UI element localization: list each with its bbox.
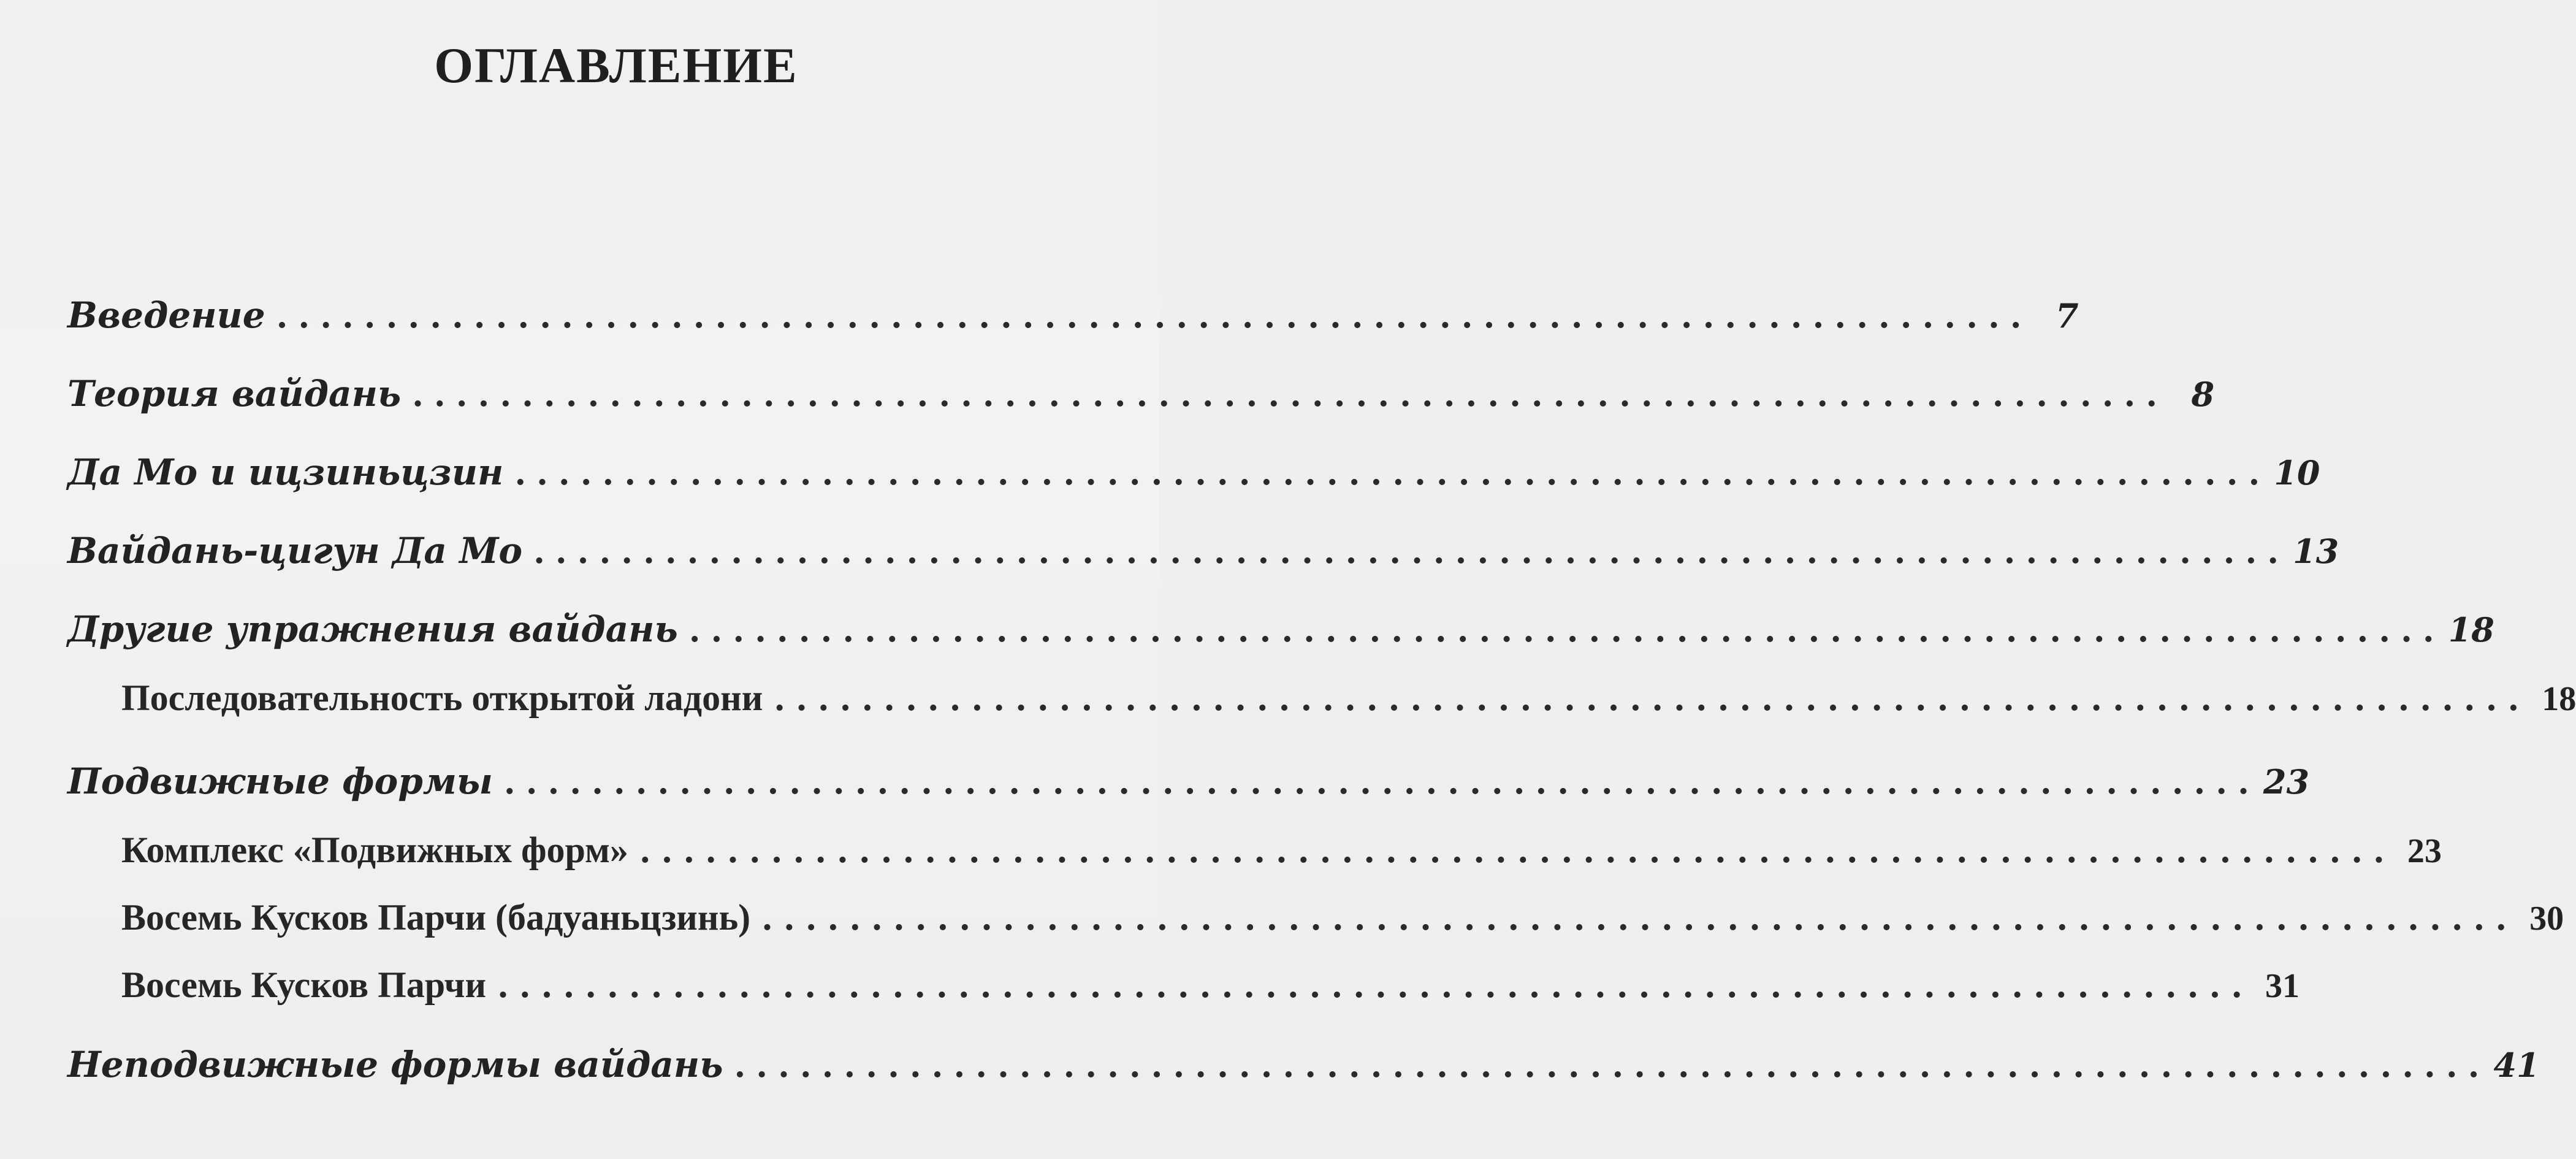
toc-entry (67, 530, 2339, 579)
toc-entry (67, 608, 2494, 657)
toc-entry-title: Неподвижные формы вайдань (67, 1044, 723, 1085)
toc-entry (67, 1044, 2540, 1093)
toc-entry (67, 760, 2310, 809)
toc-entry-title: Последовательность открытой ладони (121, 678, 763, 718)
toc-subentry (121, 829, 2442, 878)
toc-subentry (121, 964, 2300, 1013)
dot-leader: ................................................................................ (533, 532, 2290, 571)
toc-entry (67, 451, 2320, 500)
dot-leader: ................................................................................ (514, 453, 2271, 492)
toc-entry-page: 8 (2191, 375, 2215, 414)
toc-entry (67, 294, 2079, 343)
toc-entry-title: Восемь Кусков Парчи (бадуаньцзинь) (121, 897, 751, 938)
dot-leader: ................................................................................ (734, 1046, 2490, 1085)
toc-entry-title: Комплекс «Подвижных форм» (121, 830, 628, 870)
toc-subentry (121, 677, 2576, 726)
page-title: ОГЛАВЛЕНИЕ (434, 37, 798, 93)
toc-entry-page: 18 (2542, 680, 2576, 718)
toc-entry-page: 7 (2056, 296, 2079, 335)
toc-entry-page: 23 (2407, 832, 2442, 870)
toc-entry-page: 30 (2529, 900, 2564, 938)
toc-entry-page: 41 (2493, 1046, 2540, 1085)
toc-entry-title: Вайдань-цигун Да Мо (67, 530, 523, 572)
dot-leader: ................................................................................ (688, 610, 2445, 649)
toc-entry-title: Введение (67, 294, 265, 336)
toc-entry-title: Восемь Кусков Парчи (121, 965, 487, 1005)
toc-entry-page: 31 (2265, 967, 2300, 1005)
dot-leader: ................................................................................ (761, 898, 2518, 938)
toc-entry-page: 13 (2293, 532, 2339, 571)
toc-entry (67, 373, 2215, 422)
toc-entry-title: Другие упражнения вайдань (67, 608, 678, 650)
toc-entry-title: Теория вайдань (67, 373, 402, 415)
dot-leader: ................................................................................ (639, 831, 2395, 870)
dot-leader: ................................................................................ (774, 679, 2530, 718)
toc-entry-title: Да Мо и ицзиньцзин (67, 451, 504, 493)
toc-entry-page: 18 (2448, 610, 2494, 649)
dot-leader: ................................................................................ (276, 296, 2032, 335)
dot-leader: ................................................................................ (497, 966, 2254, 1005)
dot-leader: ................................................................................ (412, 375, 2168, 414)
dot-leader: ................................................................................ (503, 762, 2260, 801)
toc-entry-page: 10 (2274, 453, 2320, 492)
toc-entry-page: 23 (2263, 762, 2310, 801)
toc-entry-title: Подвижные формы (67, 760, 493, 802)
toc-subentry (121, 897, 2564, 946)
